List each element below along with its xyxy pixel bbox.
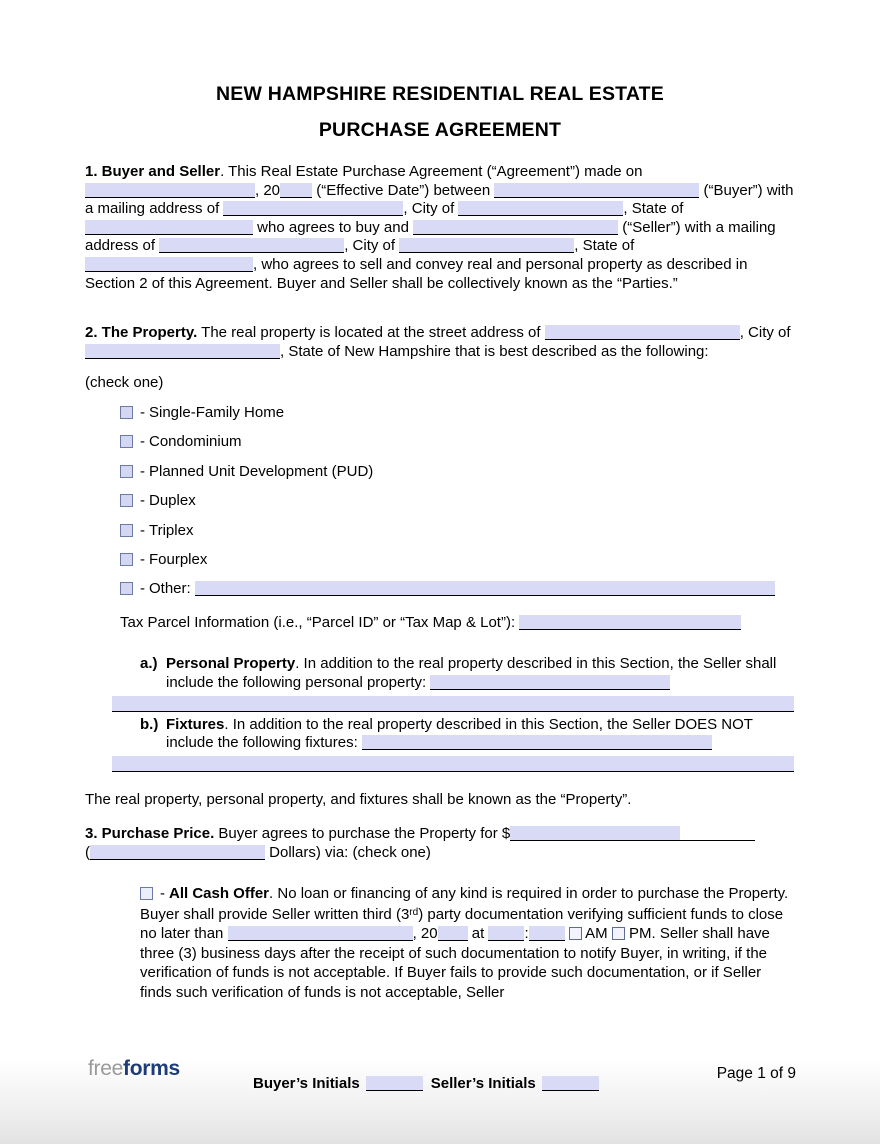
dash: - bbox=[140, 492, 145, 510]
option-label: Triplex bbox=[149, 521, 194, 539]
text-segment: The real property is located at the street address of bbox=[197, 324, 545, 342]
purchase-price-words-field[interactable] bbox=[90, 845, 265, 860]
buyer-city-field[interactable] bbox=[458, 201, 623, 216]
condominium-checkbox[interactable] bbox=[120, 435, 133, 448]
tax-parcel-line bbox=[120, 614, 795, 633]
funds-close-minute-field[interactable] bbox=[529, 926, 565, 941]
subsection-b-heading: Fixtures bbox=[166, 715, 225, 733]
sellers-initials-label: Seller’s Initials bbox=[430, 1075, 536, 1092]
text-segment: , 20 bbox=[255, 181, 281, 199]
personal-property-overflow-field[interactable] bbox=[112, 696, 794, 712]
dash: - bbox=[140, 550, 145, 568]
buyer-address-field[interactable] bbox=[223, 201, 403, 216]
seller-state-field[interactable] bbox=[85, 257, 253, 272]
text-segment: ) party documentation verifying sufficient funds to close no later than bbox=[140, 906, 784, 943]
text-segment: , 20 bbox=[412, 925, 438, 943]
section-3-heading: 3. Purchase Price. bbox=[85, 825, 215, 843]
text-segment: . In addition to the real property described in this Section, the Seller shall include the following personal property: bbox=[166, 655, 777, 692]
dash: - bbox=[140, 403, 145, 421]
dash: - bbox=[140, 521, 145, 539]
buyers-initials-label: Buyer’s Initials bbox=[253, 1075, 360, 1092]
tax-parcel-label: Tax Parcel Information (i.e., “Parcel ID” or “Tax Map & Lot”): bbox=[120, 613, 520, 631]
option-duplex bbox=[120, 492, 795, 511]
section-3-purchase-price bbox=[85, 825, 795, 862]
option-single-family-home bbox=[120, 404, 795, 423]
effective-date-field[interactable] bbox=[85, 183, 255, 198]
other-property-type-field[interactable] bbox=[195, 581, 775, 596]
title-line-1: NEW HAMPSHIRE RESIDENTIAL REAL ESTATE bbox=[216, 83, 664, 105]
fixtures-overflow-field[interactable] bbox=[112, 756, 794, 772]
logo-forms-text: forms bbox=[123, 1057, 180, 1080]
fixtures-field[interactable] bbox=[362, 735, 712, 750]
ordinal-superscript: rd bbox=[409, 907, 419, 919]
funds-close-hour-field[interactable] bbox=[488, 926, 524, 941]
all-cash-offer-paragraph bbox=[140, 884, 795, 1002]
option-condominium bbox=[120, 433, 795, 452]
section-2-the-property bbox=[85, 324, 795, 361]
pm-checkbox[interactable] bbox=[612, 927, 625, 940]
text-segment: (“Buyer”) with a mailing address of bbox=[85, 181, 794, 218]
purchase-price-field-extension[interactable] bbox=[680, 826, 755, 841]
text-segment: : bbox=[524, 925, 529, 943]
effective-year-field[interactable] bbox=[280, 183, 312, 198]
text-segment: . In addition to the real property described in this Section, the Seller DOES NOT include the following fixtures: bbox=[166, 715, 753, 752]
other-checkbox[interactable] bbox=[120, 582, 133, 595]
option-pud bbox=[120, 463, 795, 482]
text-segment: at bbox=[467, 925, 489, 943]
purchase-price-field[interactable] bbox=[510, 826, 680, 841]
document-content bbox=[0, 76, 880, 1002]
text-segment: , City of bbox=[403, 200, 459, 218]
section-1-heading: 1. Buyer and Seller bbox=[85, 163, 221, 180]
triplex-checkbox[interactable] bbox=[120, 524, 133, 537]
text-segment: , who agrees to sell and convey real and personal property as described in Section 2 of this Agreement. Buyer and Seller shall be collectively known as the “Parties.” bbox=[85, 255, 748, 292]
all-cash-offer-heading: All Cash Offer bbox=[169, 884, 270, 902]
option-label: Other: bbox=[149, 580, 191, 598]
subsection-b-fixtures bbox=[140, 715, 795, 772]
purchase-price-line-1 bbox=[85, 825, 795, 844]
option-label: Single-Family Home bbox=[149, 403, 285, 421]
buyer-name-field[interactable] bbox=[494, 183, 699, 198]
subsection-a-number: a.) bbox=[140, 655, 158, 673]
text-segment: , City of bbox=[739, 324, 791, 342]
page-number: Page 1 of 9 bbox=[716, 1065, 796, 1082]
single-family-home-checkbox[interactable] bbox=[120, 406, 133, 419]
property-type-options bbox=[120, 404, 795, 599]
dash: - bbox=[140, 580, 145, 598]
duplex-checkbox[interactable] bbox=[120, 494, 133, 507]
text-segment: , City of bbox=[344, 237, 400, 255]
text-segment: Buyer agrees to purchase the Property for $ bbox=[214, 825, 511, 843]
text-segment: Dollars) via: (check one) bbox=[265, 844, 431, 862]
logo-free-text: free bbox=[88, 1057, 123, 1080]
property-city-field[interactable] bbox=[85, 344, 280, 359]
document-title bbox=[85, 76, 795, 148]
text-segment: . No loan or financing of any kind is required in order to purchase the Property. Buyer shall provide Seller written third (3 bbox=[140, 884, 789, 924]
funds-close-date-field[interactable] bbox=[228, 926, 413, 941]
sellers-initials-field[interactable] bbox=[542, 1076, 599, 1091]
seller-address-field[interactable] bbox=[159, 238, 344, 253]
purchase-price-line-2 bbox=[85, 844, 795, 863]
subsection-a-personal-property bbox=[140, 655, 795, 711]
initials-row bbox=[253, 1075, 607, 1092]
am-checkbox[interactable] bbox=[569, 927, 582, 940]
check-one-label: (check one) bbox=[85, 374, 164, 392]
option-label: Condominium bbox=[149, 433, 242, 451]
title-line-2: PURCHASE AGREEMENT bbox=[318, 119, 562, 141]
dash: - bbox=[140, 462, 145, 480]
option-label: Planned Unit Development (PUD) bbox=[149, 462, 374, 480]
text-segment: , State of New Hampshire that is best described as the following: bbox=[280, 342, 709, 360]
am-label: AM bbox=[581, 925, 612, 943]
seller-name-field[interactable] bbox=[413, 220, 618, 235]
option-label: Duplex bbox=[149, 492, 196, 510]
dash: - bbox=[140, 433, 145, 451]
tax-parcel-field[interactable] bbox=[519, 615, 741, 630]
subsection-b-number: b.) bbox=[140, 715, 159, 733]
pud-checkbox[interactable] bbox=[120, 465, 133, 478]
option-triplex bbox=[120, 522, 795, 541]
text-segment: (“Seller”) with a mailing address of bbox=[85, 218, 776, 255]
buyer-state-field[interactable] bbox=[85, 220, 253, 235]
buyers-initials-field[interactable] bbox=[366, 1076, 423, 1091]
text-segment: , State of bbox=[574, 237, 635, 255]
section-1-buyer-and-seller bbox=[85, 163, 795, 293]
fourplex-checkbox[interactable] bbox=[120, 553, 133, 566]
option-label: Fourplex bbox=[149, 550, 208, 568]
section-2-heading: 2. The Property. bbox=[85, 324, 198, 342]
option-fourplex bbox=[120, 551, 795, 570]
text-segment: . This Real Estate Purchase Agreement (“Agreement”) made on bbox=[220, 163, 643, 180]
subsection-a-heading: Personal Property bbox=[166, 655, 296, 673]
dash: - bbox=[160, 884, 165, 902]
all-cash-offer-checkbox[interactable] bbox=[140, 887, 153, 900]
text-segment: ( bbox=[85, 844, 90, 862]
option-other bbox=[120, 580, 795, 599]
text-segment: , State of bbox=[623, 200, 684, 218]
personal-property-field[interactable] bbox=[430, 675, 670, 690]
street-address-field[interactable] bbox=[545, 325, 740, 340]
funds-close-year-field[interactable] bbox=[438, 926, 468, 941]
property-definition-note: The real property, personal property, and fixtures shall be known as the “Property”. bbox=[85, 790, 632, 808]
seller-city-field[interactable] bbox=[399, 238, 574, 253]
text-segment: who agrees to buy and bbox=[253, 218, 414, 236]
text-segment: (“Effective Date”) between bbox=[312, 181, 495, 199]
text-segment: PM. Seller shall have three (3) business days after the receipt of such documentation to notify Buyer, in writing, if the verification of funds is not acceptable. If Buyer fails to provide such documentation, or if Seller finds such verification of funds is not acceptable, Seller bbox=[140, 925, 770, 1001]
freeforms-logo bbox=[88, 1057, 180, 1081]
